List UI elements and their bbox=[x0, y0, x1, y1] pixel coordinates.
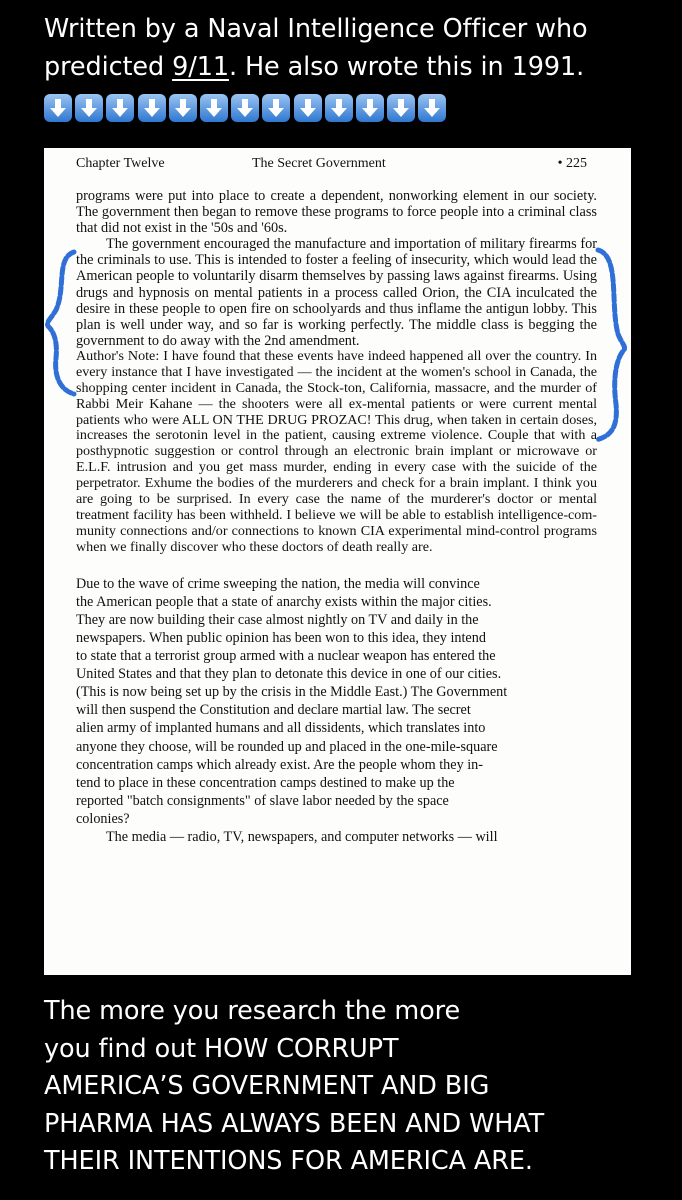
text-line: They are now building their case almost nightly on TV and daily in the bbox=[76, 611, 479, 628]
caption-top-text-2: . He also wrote this in 1991. bbox=[228, 52, 585, 82]
down-arrow-emoji-icon bbox=[418, 94, 446, 122]
text-line: alien army of implanted humans and all dissidents, which translates into bbox=[76, 720, 486, 737]
text-line: the American people that a state of anarchy exists within the major cities. bbox=[76, 593, 492, 610]
text-line: anyone they choose, will be rounded up and placed in the one-mile-square bbox=[76, 738, 498, 755]
down-arrow-emoji-icon bbox=[75, 94, 103, 122]
caption-top-text-1: Written by a Naval Intelligence Officer who predicted bbox=[44, 14, 588, 82]
right-highlight-brace bbox=[592, 244, 628, 444]
running-title: The Secret Government bbox=[252, 156, 386, 171]
left-highlight-brace bbox=[44, 248, 78, 398]
caption-bottom-line: THEIR INTENTIONS FOR AMERICA ARE. bbox=[44, 1146, 533, 1176]
text-line: (This is now being set up by the crisis in the Middle East.) The Government bbox=[76, 684, 508, 701]
down-arrow-emoji-icon bbox=[169, 94, 197, 122]
text-line: United States and that they plan to detonate this device in one of our cities. bbox=[76, 666, 502, 683]
down-arrow-emoji-icon bbox=[387, 94, 415, 122]
paragraph-gap bbox=[76, 556, 597, 575]
caption-bottom-line: The more you research the more bbox=[44, 996, 461, 1026]
down-arrow-emoji-icon bbox=[138, 94, 166, 122]
down-arrow-emoji-icon bbox=[356, 94, 384, 122]
paragraph-media-crisis bbox=[76, 575, 597, 846]
down-arrow-emoji-icon bbox=[200, 94, 228, 122]
paragraph-firearms: The government encouraged the manufacture and importation of military firearms for the criminals to use. This is intended to foster a feeling of insecurity, which would lead the American people to voluntarily disarm themselves by passing laws against firearms. Using drugs and hypnosis on mental patients in a process called Orion, the CIA inculcated the desire in these people to open fire on schoolyards and thus inflame the antigun lobby. This plan is well under way, and so far is working perfectly. The middle class is begging the government to do away with the 2nd amendment. bbox=[76, 236, 597, 349]
text-line: newspapers. When public opinion has been won to this idea, they intend bbox=[76, 630, 486, 646]
caption-top-underlined-date: 9/11 bbox=[172, 52, 229, 82]
page-header bbox=[76, 156, 587, 174]
text-line: to state that a terrorist group armed with a nuclear weapon has entered the bbox=[76, 648, 496, 665]
text-line: will then suspend the Constitution and declare martial law. The secret bbox=[76, 702, 471, 719]
text-line: concentration camps which already exist. Are the people whom they in- bbox=[76, 756, 483, 773]
text-line: reported "batch consignments" of slave labor needed by the space bbox=[76, 792, 449, 809]
down-arrow-emoji-icon bbox=[106, 94, 134, 122]
chapter-label: Chapter Twelve bbox=[76, 156, 165, 171]
page-body bbox=[76, 188, 597, 846]
down-arrow-emoji-icon bbox=[294, 94, 322, 122]
authors-note-paragraph: Author's Note: I have found that these events have indeed happened all over the country. In every instance that I have investigated — the incident at the women's school in Canada, the shopping center incident in Canada, the Stock-ton, California, massacre, and the murder of Rabbi Meir Kahane — the shooters were all ex-mental patients or were current mental patients who were ALL ON THE DRUG PROZAC! This drug, when taken in certain doses, increases the serotonin level in the patient, causing extreme violence. Couple that with a posthypnotic suggestion or control through an electronic brain implant or microwave or E.L.F. intrusion and you get mass murder, ending in every case with the suicide of the perpetrator. Exhume the bodies of the murderers and check for a brain implant. I think you are going to be surprised. In every case the name of the murderer's doctor or mental treatment facility has been withheld. I believe we will be able to establish intelligence-com-munity connections and/or connections to known CIA experimental mind-control programs when we finally discover who these doctors of death really are. bbox=[76, 347, 597, 555]
down-arrow-emoji-icon bbox=[44, 94, 72, 122]
page-number: • 225 bbox=[557, 156, 587, 171]
text-line: colonies? bbox=[76, 810, 130, 827]
caption-bottom-line: AMERICA’S GOVERNMENT AND BIG bbox=[44, 1071, 490, 1101]
caption-bottom-line: you find out HOW CORRUPT bbox=[44, 1033, 399, 1064]
down-arrow-emoji-row bbox=[44, 94, 446, 128]
caption-bottom-line: PHARMA HAS ALWAYS BEEN AND WHAT bbox=[44, 1108, 545, 1139]
text-line: tend to place in these concentration camps destined to make up the bbox=[76, 774, 455, 791]
text-line: The media — radio, TV, newspapers, and computer networks — will bbox=[106, 829, 498, 846]
caption-bottom bbox=[44, 993, 664, 1181]
paragraph-programs: programs were put into place to create a dependent, nonworking element in our society. The government then began to remove these programs to force people into a criminal class that did not exist in the '50s and '60s. bbox=[76, 188, 597, 237]
book-page-image bbox=[44, 148, 631, 975]
down-arrow-emoji-icon bbox=[325, 94, 353, 122]
caption-top bbox=[44, 10, 664, 86]
text-line: Due to the wave of crime sweeping the nation, the media will convince bbox=[76, 575, 480, 592]
down-arrow-emoji-icon bbox=[231, 94, 259, 122]
down-arrow-emoji-icon bbox=[262, 94, 290, 122]
